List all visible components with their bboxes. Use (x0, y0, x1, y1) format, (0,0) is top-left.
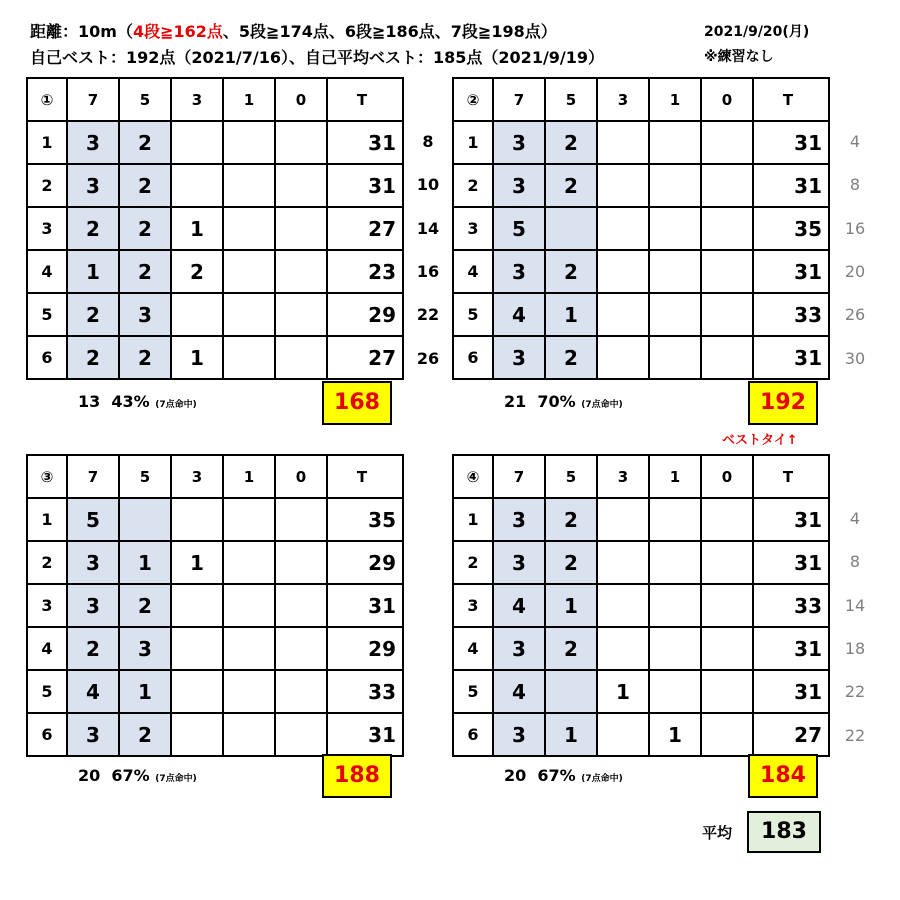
count-cell-3 (171, 670, 223, 713)
count-cell-3 (171, 584, 223, 627)
table-row (453, 207, 829, 250)
hit-count: 21 (504, 392, 527, 411)
count-cell-5: 1 (545, 584, 597, 627)
count-cell-0 (701, 293, 753, 336)
count-cell-1 (223, 121, 275, 164)
column-header: 1 (223, 455, 275, 498)
end-number: 1 (27, 121, 67, 164)
table-row (27, 713, 403, 756)
best-tie-note: ベストタイ↑ (722, 433, 798, 448)
round-label: ③ (27, 455, 67, 498)
count-cell-1 (223, 293, 275, 336)
end-total: 31 (753, 670, 829, 713)
end-total: 27 (753, 713, 829, 756)
count-cell-1 (649, 207, 701, 250)
count-cell-7: 4 (493, 670, 545, 713)
end-number: 4 (453, 250, 493, 293)
count-cell-1 (223, 207, 275, 250)
count-cell-3 (171, 164, 223, 207)
count-cell-5: 2 (119, 713, 171, 756)
hit-percent: 43% (111, 392, 150, 411)
count-cell-0 (701, 336, 753, 379)
count-cell-0 (275, 498, 327, 541)
cumulative-hits: 10 (416, 175, 440, 195)
table-row (453, 164, 829, 207)
hit-percent: 67% (537, 766, 576, 785)
count-cell-3 (597, 250, 649, 293)
count-cell-5: 2 (119, 207, 171, 250)
count-cell-5: 3 (119, 627, 171, 670)
count-cell-0 (275, 293, 327, 336)
end-total: 23 (327, 250, 403, 293)
end-number: 4 (27, 250, 67, 293)
count-cell-3 (597, 121, 649, 164)
count-cell-1 (223, 670, 275, 713)
column-header: 0 (701, 455, 753, 498)
table-header-row (453, 455, 829, 498)
end-total: 35 (327, 498, 403, 541)
running-hits: 8 (849, 552, 861, 572)
hit-stats (78, 392, 197, 411)
hit-percent: 67% (111, 766, 150, 785)
column-header: 5 (545, 78, 597, 121)
count-cell-0 (701, 250, 753, 293)
hit-count: 20 (78, 766, 101, 785)
count-cell-7: 3 (493, 121, 545, 164)
count-cell-0 (275, 336, 327, 379)
count-cell-5: 3 (119, 293, 171, 336)
table-row (453, 121, 829, 164)
end-total: 31 (327, 584, 403, 627)
column-header: 7 (67, 78, 119, 121)
running-hits: 20 (844, 261, 866, 281)
column-header: 5 (545, 455, 597, 498)
end-number: 6 (27, 336, 67, 379)
running-hits: 4 (849, 509, 861, 528)
table-row (453, 250, 829, 293)
count-cell-3 (171, 498, 223, 541)
count-cell-7: 3 (67, 541, 119, 584)
scorecard-round-4 (452, 454, 830, 757)
column-header: 3 (171, 78, 223, 121)
count-cell-0 (275, 121, 327, 164)
count-cell-7: 1 (67, 250, 119, 293)
count-cell-3 (171, 293, 223, 336)
count-cell-1 (649, 164, 701, 207)
running-hits: 4 (849, 132, 861, 151)
count-cell-0 (275, 627, 327, 670)
count-cell-7: 3 (493, 164, 545, 207)
scorecard-round-3 (26, 454, 404, 757)
running-hits: 22 (844, 682, 866, 702)
count-cell-0 (275, 207, 327, 250)
end-number: 2 (27, 541, 67, 584)
count-cell-5: 2 (545, 250, 597, 293)
column-header: T (753, 455, 829, 498)
count-cell-0 (701, 584, 753, 627)
scorecard-round-1 (26, 77, 404, 380)
count-cell-3: 1 (171, 541, 223, 584)
count-cell-0 (275, 541, 327, 584)
count-cell-5: 2 (545, 164, 597, 207)
count-cell-7: 3 (67, 164, 119, 207)
count-cell-0 (701, 121, 753, 164)
count-cell-7: 3 (493, 250, 545, 293)
count-cell-0 (701, 670, 753, 713)
practice-note: ※練習なし (704, 49, 774, 65)
end-number: 2 (27, 164, 67, 207)
end-number: 2 (453, 164, 493, 207)
table-header-row (453, 78, 829, 121)
round-total: 168 (322, 381, 392, 425)
hit-stats (504, 392, 623, 411)
cumulative-hits: 22 (416, 305, 440, 325)
cumulative-hits: 8 (422, 132, 434, 151)
hit-percent-note: (7点命中) (581, 774, 623, 784)
cumulative-hits: 16 (416, 261, 440, 281)
count-cell-3 (597, 584, 649, 627)
column-header: 7 (67, 455, 119, 498)
count-cell-5: 2 (119, 121, 171, 164)
hit-percent-note: (7点命中) (155, 400, 197, 410)
count-cell-1 (649, 627, 701, 670)
count-cell-1 (649, 584, 701, 627)
table-row (453, 498, 829, 541)
end-number: 5 (453, 293, 493, 336)
rank4-threshold: 4段≧162点 (132, 22, 223, 41)
count-cell-5: 2 (119, 584, 171, 627)
table-header-row (27, 455, 403, 498)
end-total: 31 (327, 713, 403, 756)
end-number: 4 (453, 627, 493, 670)
end-total: 33 (327, 670, 403, 713)
header-line-2: 自己ベスト：192点（2021/7/16）、自己平均ベスト：185点（2021/9/19） (30, 48, 605, 67)
column-header: 5 (119, 455, 171, 498)
table-row (453, 336, 829, 379)
end-total: 29 (327, 541, 403, 584)
count-cell-7: 2 (67, 207, 119, 250)
count-cell-5: 2 (119, 250, 171, 293)
count-cell-1 (649, 250, 701, 293)
count-cell-0 (275, 713, 327, 756)
end-number: 5 (27, 670, 67, 713)
count-cell-7: 3 (67, 584, 119, 627)
hit-percent-note: (7点命中) (581, 400, 623, 410)
running-hits: 16 (844, 218, 866, 238)
count-cell-5: 1 (119, 670, 171, 713)
table-row (27, 498, 403, 541)
count-cell-1 (649, 541, 701, 584)
count-cell-5 (119, 498, 171, 541)
table-row (27, 670, 403, 713)
column-header: 7 (493, 455, 545, 498)
count-cell-0 (701, 207, 753, 250)
count-cell-0 (701, 498, 753, 541)
table-row (27, 627, 403, 670)
count-cell-3 (171, 713, 223, 756)
running-hits: 14 (844, 595, 866, 615)
round-label: ④ (453, 455, 493, 498)
column-header: 0 (275, 455, 327, 498)
table-row (453, 541, 829, 584)
count-cell-7: 3 (493, 336, 545, 379)
running-hits: 30 (844, 348, 866, 368)
end-number: 6 (453, 713, 493, 756)
table-header-row (27, 78, 403, 121)
table-row (27, 164, 403, 207)
round-label: ② (453, 78, 493, 121)
count-cell-3 (597, 293, 649, 336)
running-hits: 8 (849, 175, 861, 195)
hit-percent: 70% (537, 392, 576, 411)
column-header: 3 (597, 78, 649, 121)
session-date: 2021/9/20(月) (704, 24, 810, 40)
count-cell-5: 1 (545, 713, 597, 756)
column-header: 3 (171, 455, 223, 498)
count-cell-0 (275, 584, 327, 627)
column-header: T (327, 455, 403, 498)
column-header: T (753, 78, 829, 121)
end-number: 5 (453, 670, 493, 713)
count-cell-3 (171, 121, 223, 164)
column-header: 1 (649, 455, 701, 498)
column-header: 0 (701, 78, 753, 121)
end-number: 1 (27, 498, 67, 541)
count-cell-1 (649, 121, 701, 164)
end-total: 29 (327, 627, 403, 670)
count-cell-0 (275, 670, 327, 713)
table-row (27, 293, 403, 336)
count-cell-1 (649, 498, 701, 541)
count-cell-5: 2 (545, 627, 597, 670)
end-total: 31 (753, 541, 829, 584)
count-cell-5: 2 (119, 336, 171, 379)
count-cell-7: 4 (493, 584, 545, 627)
end-total: 31 (327, 121, 403, 164)
hit-count: 20 (504, 766, 527, 785)
running-hits: 18 (844, 638, 866, 658)
count-cell-7: 2 (67, 293, 119, 336)
count-cell-1 (223, 584, 275, 627)
end-total: 29 (327, 293, 403, 336)
count-cell-7: 5 (67, 498, 119, 541)
count-cell-7: 5 (493, 207, 545, 250)
hit-percent-note: (7点命中) (155, 774, 197, 784)
cumulative-hits: 14 (416, 218, 440, 238)
round-total: 192 (748, 381, 818, 425)
average-label: 平均 (702, 824, 733, 842)
round-total: 188 (322, 754, 392, 798)
end-number: 3 (27, 584, 67, 627)
running-hits: 22 (844, 725, 866, 745)
count-cell-1 (649, 670, 701, 713)
end-total: 27 (327, 336, 403, 379)
end-number: 1 (453, 121, 493, 164)
header-line-1 (30, 19, 557, 42)
column-header: 1 (649, 78, 701, 121)
count-cell-1 (223, 164, 275, 207)
count-cell-0 (701, 627, 753, 670)
count-cell-0 (275, 164, 327, 207)
cumulative-hits: 26 (416, 348, 440, 368)
count-cell-1 (649, 293, 701, 336)
count-cell-7: 4 (493, 293, 545, 336)
count-cell-3 (171, 627, 223, 670)
average-score: 183 (747, 811, 821, 853)
count-cell-1 (223, 336, 275, 379)
count-cell-7: 2 (67, 627, 119, 670)
end-total: 33 (753, 584, 829, 627)
end-total: 31 (753, 336, 829, 379)
column-header: 7 (493, 78, 545, 121)
table-row (453, 584, 829, 627)
count-cell-1 (223, 250, 275, 293)
table-row (27, 541, 403, 584)
table-row (453, 713, 829, 756)
count-cell-5 (545, 670, 597, 713)
count-cell-1 (223, 498, 275, 541)
table-row (453, 670, 829, 713)
rank-thresholds: 、5段≧174点、6段≧186点、7段≧198点） (222, 22, 557, 41)
round-label: ① (27, 78, 67, 121)
end-number: 5 (27, 293, 67, 336)
count-cell-3 (597, 336, 649, 379)
count-cell-5: 2 (545, 121, 597, 164)
column-header: 3 (597, 455, 649, 498)
count-cell-7: 3 (493, 713, 545, 756)
end-number: 3 (453, 207, 493, 250)
count-cell-1 (223, 541, 275, 584)
count-cell-3 (597, 713, 649, 756)
end-number: 3 (453, 584, 493, 627)
count-cell-5: 1 (545, 293, 597, 336)
end-total: 31 (753, 627, 829, 670)
count-cell-7: 3 (67, 713, 119, 756)
column-header: 0 (275, 78, 327, 121)
count-cell-3: 1 (171, 207, 223, 250)
end-total: 31 (753, 498, 829, 541)
count-cell-5: 2 (119, 164, 171, 207)
count-cell-0 (701, 164, 753, 207)
column-header: 1 (223, 78, 275, 121)
count-cell-3: 1 (597, 670, 649, 713)
table-row (453, 627, 829, 670)
count-cell-3 (597, 164, 649, 207)
count-cell-7: 3 (493, 498, 545, 541)
table-row (27, 336, 403, 379)
count-cell-3 (597, 498, 649, 541)
count-cell-1 (649, 336, 701, 379)
hit-stats (78, 766, 197, 785)
hit-stats (504, 766, 623, 785)
count-cell-3 (597, 207, 649, 250)
hit-count: 13 (78, 392, 101, 411)
count-cell-7: 3 (493, 541, 545, 584)
count-cell-5: 2 (545, 336, 597, 379)
column-header: T (327, 78, 403, 121)
count-cell-3 (597, 627, 649, 670)
end-total: 33 (753, 293, 829, 336)
table-row (27, 207, 403, 250)
table-row (453, 293, 829, 336)
count-cell-1: 1 (649, 713, 701, 756)
count-cell-7: 2 (67, 336, 119, 379)
table-row (27, 250, 403, 293)
count-cell-7: 3 (67, 121, 119, 164)
end-number: 4 (27, 627, 67, 670)
count-cell-5: 2 (545, 541, 597, 584)
count-cell-5 (545, 207, 597, 250)
count-cell-3 (597, 541, 649, 584)
end-total: 31 (753, 164, 829, 207)
count-cell-3: 2 (171, 250, 223, 293)
count-cell-5: 1 (119, 541, 171, 584)
count-cell-7: 4 (67, 670, 119, 713)
end-total: 31 (327, 164, 403, 207)
count-cell-1 (223, 713, 275, 756)
table-row (27, 121, 403, 164)
end-number: 1 (453, 498, 493, 541)
count-cell-0 (275, 250, 327, 293)
scorecard-round-2 (452, 77, 830, 380)
count-cell-0 (701, 713, 753, 756)
count-cell-3: 1 (171, 336, 223, 379)
count-cell-7: 3 (493, 627, 545, 670)
end-number: 6 (27, 713, 67, 756)
column-header: 5 (119, 78, 171, 121)
end-total: 31 (753, 250, 829, 293)
end-total: 27 (327, 207, 403, 250)
count-cell-5: 2 (545, 498, 597, 541)
table-row (27, 584, 403, 627)
end-total: 35 (753, 207, 829, 250)
distance-label: 距離：10m（ (30, 22, 133, 41)
end-number: 6 (453, 336, 493, 379)
end-total: 31 (753, 121, 829, 164)
count-cell-1 (223, 627, 275, 670)
running-hits: 26 (844, 305, 866, 325)
end-number: 3 (27, 207, 67, 250)
count-cell-0 (701, 541, 753, 584)
round-total: 184 (748, 754, 818, 798)
end-number: 2 (453, 541, 493, 584)
